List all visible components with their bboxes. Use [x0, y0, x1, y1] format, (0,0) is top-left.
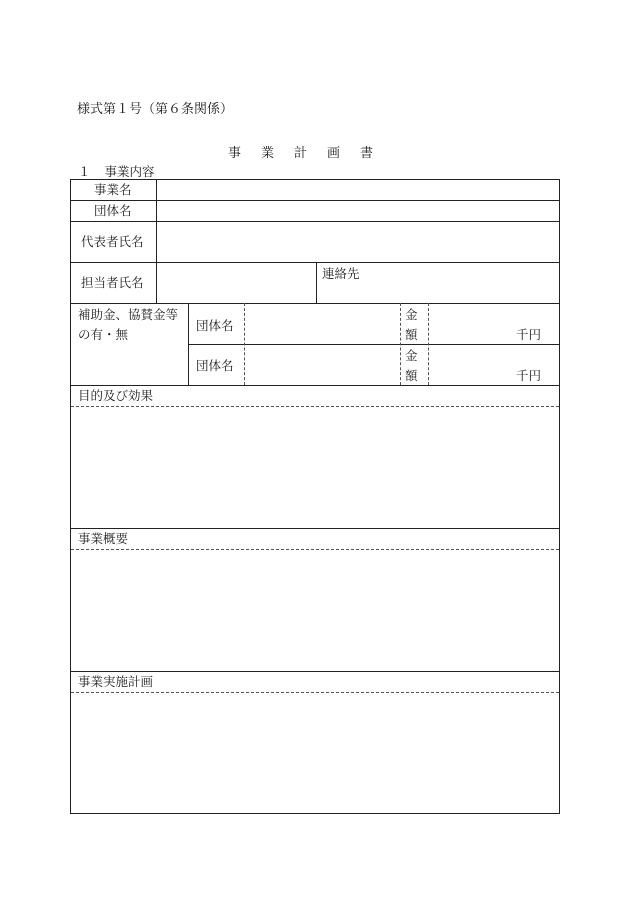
subsidy-divider — [188, 303, 189, 385]
section-dashed-line — [71, 692, 559, 693]
amount-label: 金 — [405, 348, 418, 363]
section-label: 事業内容 — [104, 164, 155, 179]
title-char: 画 — [327, 146, 341, 161]
row-divider — [71, 221, 559, 222]
subsidy-org-label: 団体名 — [196, 318, 234, 333]
contact-divider — [316, 262, 317, 303]
org-dashed-divider — [244, 303, 245, 385]
title-char: 事 — [228, 146, 242, 161]
title-char: 書 — [360, 146, 374, 161]
row-divider — [71, 671, 559, 672]
amount-dashed-divider — [428, 303, 429, 385]
amount-dashed-divider — [400, 303, 401, 385]
purpose-label: 目的及び効果 — [78, 388, 154, 403]
subsidy-label: 補助金、協賛金等 — [78, 307, 179, 322]
contact-info-label: 連絡先 — [322, 266, 360, 281]
overview-label: 事業概要 — [78, 531, 129, 546]
form-table — [70, 179, 560, 814]
document-title — [228, 142, 393, 161]
organization-label: 団体名 — [94, 203, 132, 218]
row-divider — [71, 528, 559, 529]
amount-unit: 千円 — [516, 327, 542, 342]
section-dashed-line — [71, 549, 559, 550]
row-divider — [71, 385, 559, 386]
amount-label: 額 — [405, 368, 418, 383]
section-heading — [78, 162, 155, 180]
section-number: １ — [78, 164, 91, 179]
project-name-label: 事業名 — [94, 182, 132, 197]
subsidy-org-label: 団体名 — [196, 358, 234, 373]
subsidy-label-presence: の有・無 — [78, 327, 129, 342]
row-divider — [71, 262, 559, 263]
amount-label: 額 — [405, 327, 418, 342]
title-char: 計 — [294, 146, 308, 161]
form-number: 様式第１号（第６条関係） — [77, 102, 234, 117]
amount-unit: 千円 — [516, 368, 542, 383]
plan-label: 事業実施計画 — [78, 674, 154, 689]
row-divider — [71, 303, 559, 304]
contact-person-label: 担当者氏名 — [81, 275, 144, 290]
representative-label: 代表者氏名 — [81, 234, 144, 249]
row-divider — [71, 200, 559, 201]
title-char: 業 — [261, 146, 275, 161]
amount-label: 金 — [405, 307, 418, 322]
label-column-divider — [156, 180, 157, 303]
section-dashed-line — [71, 406, 559, 407]
